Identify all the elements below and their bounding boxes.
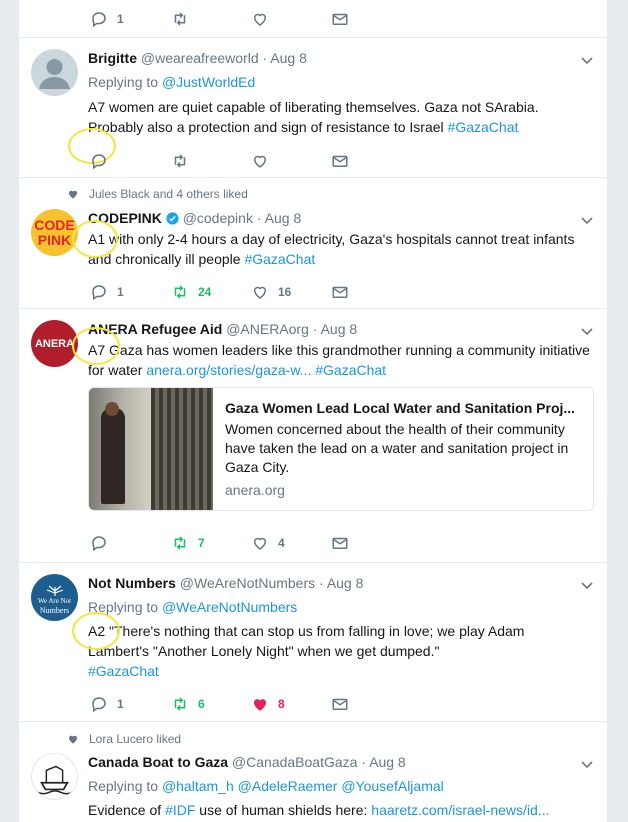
card-domain: anera.org bbox=[225, 482, 285, 498]
reply-icon bbox=[90, 283, 108, 301]
envelope-icon bbox=[331, 534, 349, 552]
timestamp[interactable]: Aug 8 bbox=[326, 575, 364, 591]
avatar[interactable] bbox=[31, 49, 78, 96]
hashtag-link[interactable]: #IDF bbox=[165, 802, 196, 818]
reply-icon bbox=[90, 152, 108, 170]
display-name[interactable]: CODEPINK bbox=[88, 210, 162, 226]
chevron-down-icon[interactable] bbox=[581, 214, 593, 226]
heart-icon bbox=[67, 188, 79, 200]
chevron-down-icon[interactable] bbox=[581, 758, 593, 770]
direct-message-button[interactable] bbox=[331, 282, 349, 302]
link-preview-card[interactable] bbox=[88, 387, 594, 511]
timestamp[interactable]: Aug 8 bbox=[369, 754, 406, 770]
tweet-header: Brigitte @weareafreeworld · Aug 8 bbox=[88, 50, 307, 66]
retweet-count: 6 bbox=[198, 697, 205, 711]
tweet-header: Not Numbers @WeAreNotNumbers · Aug 8 bbox=[88, 575, 364, 591]
tweet-header: ANERA Refugee Aid @ANERAorg · Aug 8 bbox=[88, 321, 358, 337]
tweet-actions bbox=[88, 533, 368, 555]
hashtag-link[interactable]: #GazaChat bbox=[244, 251, 316, 267]
tweet-header: CODEPINK @codepink · Aug 8 bbox=[88, 210, 302, 226]
reply-button[interactable]: 1 bbox=[90, 9, 124, 29]
reply-icon bbox=[90, 534, 108, 552]
tweet-text: A1 with only 2-4 hours a day of electricity, Gaza's hospitals cannot treat infants and chronically ill people #GazaChat bbox=[88, 231, 575, 267]
answer-label: A2 bbox=[88, 623, 106, 639]
heart-icon bbox=[251, 534, 269, 552]
answer-label: A7 bbox=[88, 342, 106, 358]
default-avatar-icon bbox=[31, 49, 78, 96]
tweet-header: Canada Boat to Gaza @CanadaBoatGaza · Aug 8 bbox=[88, 754, 406, 770]
tweet-text: A7 Gaza has women leaders like this grandmother running a community initiative for water anera.org/stories/gaza-w... #GazaChat bbox=[88, 342, 590, 378]
avatar[interactable] bbox=[31, 753, 78, 800]
replying-to: Replying to @JustWorldEd bbox=[88, 74, 256, 90]
retweet-icon bbox=[171, 534, 189, 552]
username[interactable]: @weareafreeworld bbox=[140, 50, 259, 66]
mention-link[interactable]: @AdeleRaemer bbox=[237, 778, 338, 794]
boat-icon bbox=[32, 754, 77, 799]
replying-to: Replying to @WeAreNotNumbers bbox=[88, 599, 298, 615]
like-count: 8 bbox=[278, 697, 285, 711]
highlight-circle bbox=[72, 327, 120, 365]
display-name[interactable]: Not Numbers bbox=[88, 575, 176, 591]
envelope-icon bbox=[331, 152, 349, 170]
display-name[interactable]: Canada Boat to Gaza bbox=[88, 754, 229, 770]
mention-link[interactable]: @JustWorldEd bbox=[161, 74, 256, 90]
envelope-icon bbox=[331, 695, 349, 713]
retweet-button[interactable] bbox=[171, 9, 189, 29]
reply-button[interactable] bbox=[90, 533, 108, 553]
retweet-button[interactable] bbox=[171, 151, 189, 171]
previous-tweet-actions bbox=[19, 0, 607, 38]
retweet-icon bbox=[171, 152, 189, 170]
like-button[interactable] bbox=[251, 9, 269, 29]
username[interactable]: @CanadaBoatGaza bbox=[231, 754, 358, 770]
retweet-icon bbox=[171, 10, 189, 28]
hashtag-link[interactable]: #GazaChat bbox=[315, 362, 387, 378]
chevron-down-icon[interactable] bbox=[581, 325, 593, 337]
card-title: Gaza Women Lead Local Water and Sanitation Proj... bbox=[225, 400, 576, 416]
retweet-icon bbox=[171, 695, 189, 713]
envelope-icon bbox=[331, 283, 349, 301]
social-context: Lora Lucero liked bbox=[67, 731, 181, 747]
timestamp[interactable]: Aug 8 bbox=[320, 321, 358, 337]
like-button[interactable] bbox=[251, 694, 285, 714]
tweet-text: Evidence of #IDF use of human shields here: haaretz.com/israel-news/id... bbox=[88, 802, 550, 818]
card-image bbox=[89, 388, 213, 511]
avatar-logo-text: ANERA bbox=[34, 337, 75, 350]
highlight-circle bbox=[72, 220, 118, 258]
tweet[interactable] bbox=[19, 722, 607, 822]
chevron-down-icon[interactable] bbox=[581, 579, 593, 591]
retweet-button[interactable] bbox=[171, 694, 205, 714]
reply-count: 1 bbox=[117, 285, 124, 299]
username[interactable]: @WeAreNotNumbers bbox=[179, 575, 316, 591]
reply-button[interactable] bbox=[90, 151, 108, 171]
replying-to: Replying to @haltam_h @AdeleRaemer @YousefAljamal bbox=[88, 778, 444, 794]
reply-button[interactable] bbox=[90, 694, 124, 714]
avatar[interactable] bbox=[31, 320, 78, 367]
display-name[interactable]: ANERA Refugee Aid bbox=[88, 321, 223, 337]
url-link[interactable]: haaretz.com/israel-news/id... bbox=[371, 802, 550, 818]
like-button[interactable] bbox=[251, 533, 285, 553]
tweet-text: A2 "There's nothing that can stop us from falling in love; we play Adam Lambert's "Another Lonely Night" when we get dumped." #GazaChat bbox=[88, 623, 525, 679]
chevron-down-icon[interactable] bbox=[581, 54, 593, 66]
logo-icon bbox=[45, 585, 65, 597]
tweet-actions bbox=[88, 9, 368, 31]
tweet-actions bbox=[88, 694, 368, 716]
url-link[interactable]: anera.org/stories/gaza-w... bbox=[146, 362, 312, 378]
tweet[interactable] bbox=[19, 309, 607, 563]
hashtag-link[interactable]: #GazaChat bbox=[447, 119, 519, 135]
reply-icon bbox=[90, 10, 108, 28]
retweet-icon bbox=[171, 283, 189, 301]
direct-message-button[interactable] bbox=[331, 533, 349, 553]
tweet[interactable] bbox=[19, 563, 607, 722]
avatar-logo-text: Numbers bbox=[39, 606, 70, 615]
tweet[interactable] bbox=[19, 178, 607, 309]
like-count: 4 bbox=[278, 536, 285, 550]
verified-badge-icon bbox=[166, 212, 179, 225]
hashtag-link[interactable]: #GazaChat bbox=[88, 663, 159, 679]
reply-icon bbox=[90, 695, 108, 713]
display-name[interactable]: Brigitte bbox=[88, 50, 137, 66]
mention-link[interactable]: @haltam_h bbox=[161, 778, 234, 794]
direct-message-button[interactable] bbox=[331, 151, 349, 171]
avatar-logo-text: We Are Not bbox=[37, 597, 72, 605]
tweet[interactable] bbox=[19, 38, 607, 178]
envelope-icon bbox=[331, 10, 349, 28]
avatar[interactable] bbox=[31, 209, 78, 256]
reply-count: 1 bbox=[117, 697, 124, 711]
heart-icon bbox=[251, 10, 269, 28]
mention-link[interactable]: @WeAreNotNumbers bbox=[161, 599, 298, 615]
retweet-count: 7 bbox=[198, 536, 205, 550]
tweet-timeline bbox=[18, 0, 608, 822]
retweet-button[interactable] bbox=[171, 282, 211, 302]
reply-button[interactable] bbox=[90, 282, 124, 302]
direct-message-button[interactable] bbox=[331, 9, 349, 29]
answer-label: A1 bbox=[88, 231, 106, 247]
social-context: Jules Black and 4 others liked bbox=[67, 186, 248, 202]
like-button[interactable] bbox=[251, 151, 269, 171]
heart-filled-icon bbox=[251, 695, 269, 713]
direct-message-button[interactable] bbox=[331, 694, 349, 714]
heart-icon bbox=[251, 152, 269, 170]
username[interactable]: @codepink bbox=[182, 210, 253, 226]
answer-label: A7 bbox=[88, 99, 106, 115]
retweet-button[interactable] bbox=[171, 533, 205, 553]
timestamp[interactable]: Aug 8 bbox=[270, 50, 307, 66]
username[interactable]: @ANERAorg bbox=[226, 321, 309, 337]
tweet-actions bbox=[88, 151, 368, 173]
avatar-logo-text: PINK bbox=[37, 231, 72, 248]
tweet-text: A7 women are quiet capable of liberating themselves. Gaza not SArabia. Probably also a protection and sign of resistance to Israel #GazaChat bbox=[88, 99, 539, 135]
avatar[interactable] bbox=[31, 574, 78, 621]
highlight-circle bbox=[72, 612, 120, 650]
heart-icon bbox=[67, 733, 79, 745]
heart-icon bbox=[251, 283, 269, 301]
retweet-count: 24 bbox=[198, 285, 212, 299]
mention-link[interactable]: @YousefAljamal bbox=[341, 778, 444, 794]
card-description: Women concerned about the health of their community have taken the lead on a water and sanitation project in Gaza City. bbox=[225, 421, 569, 475]
like-count: 16 bbox=[278, 285, 292, 299]
tweet-actions bbox=[88, 282, 368, 304]
avatar-logo-text: CODE bbox=[34, 216, 75, 233]
timestamp[interactable]: Aug 8 bbox=[264, 210, 302, 226]
like-button[interactable] bbox=[251, 282, 291, 302]
